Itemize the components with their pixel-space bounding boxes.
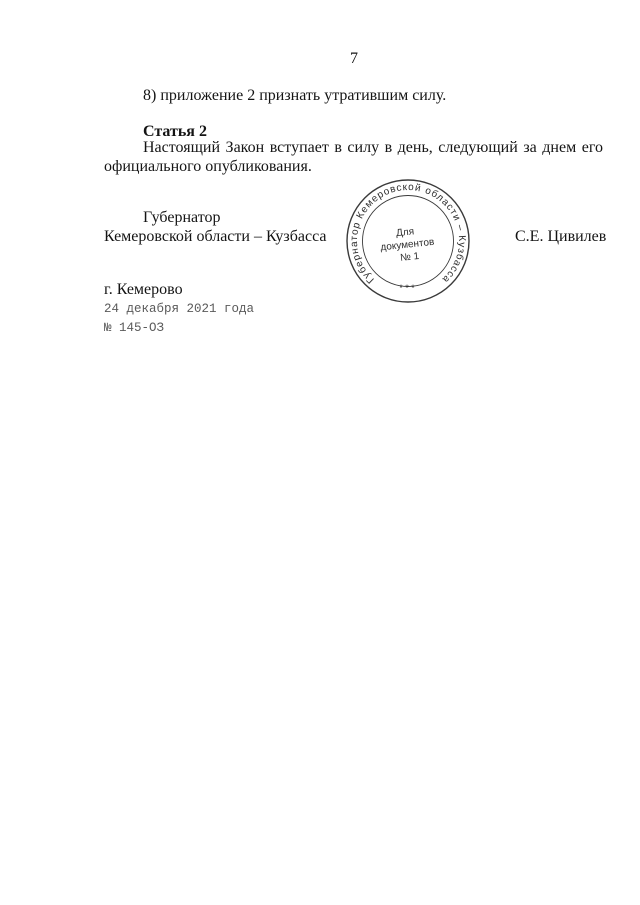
signatory-title-line1: Губернатор [143, 209, 221, 226]
seal-center-line3: № 1 [399, 250, 420, 264]
seal-stars: * * * [399, 283, 415, 293]
article-text: Настоящий Закон вступает в силу в день, следующий за днем его официального опубликования. [104, 139, 603, 175]
seal-center-line2: документов [379, 236, 435, 254]
seal-center-line1: Для [395, 226, 415, 240]
page-number: 7 [350, 50, 358, 67]
seal-ring-text: Губернатор Кемеровской области – Кузбасса [348, 181, 468, 286]
signatory-title-line2: Кемеровской области – Кузбасса [104, 228, 327, 245]
official-seal [343, 176, 473, 306]
article-heading: Статья 2 [143, 123, 207, 140]
place-of-signing: г. Кемерово [104, 281, 183, 298]
list-item-8: 8) приложение 2 признать утратившим силу. [143, 87, 447, 104]
signing-date: 24 декабря 2021 года [104, 302, 255, 316]
seal-center [379, 224, 437, 265]
signatory-name: С.Е. Цивилев [515, 228, 607, 245]
law-number: № 145-ОЗ [104, 321, 165, 335]
